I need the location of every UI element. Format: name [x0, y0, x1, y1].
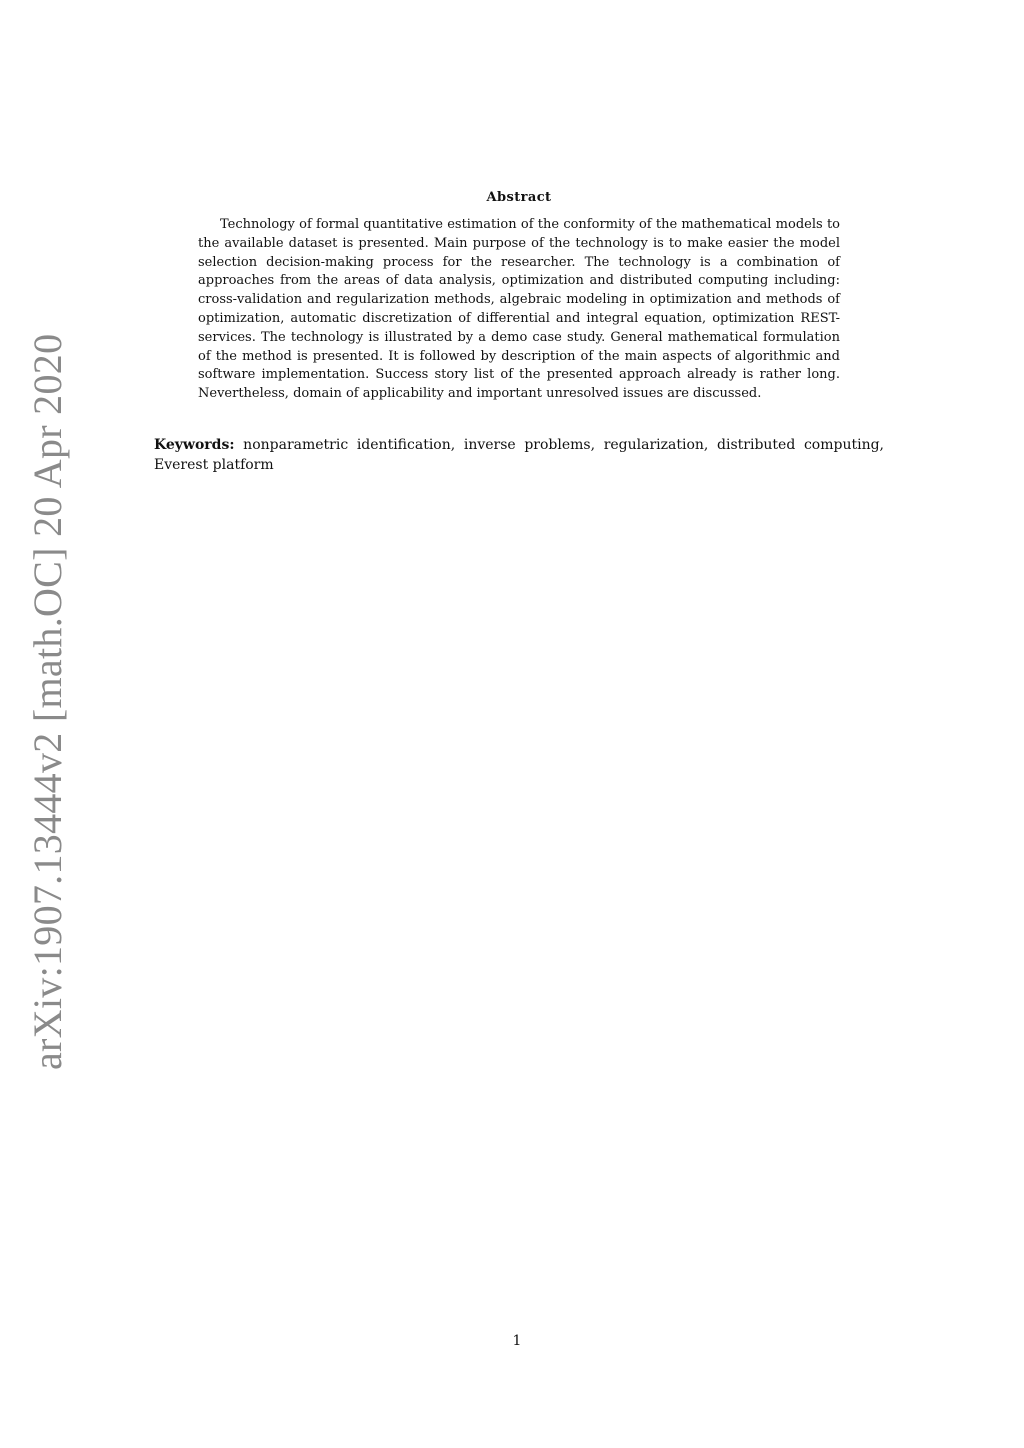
- arxiv-identifier-stamp: arXiv:1907.13444v2 [math.OC] 20 Apr 2020: [25, 333, 70, 1070]
- abstract-section: [198, 188, 840, 404]
- keywords-label: Keywords:: [154, 437, 235, 453]
- page-number: 1: [512, 1333, 522, 1349]
- abstract-text: Technology of formal quantitative estimation of the conformity of the mathematical models to the available dataset is presented. Main purpose of the technology is to make easier the model selection decision-making process for the researcher. The technology is a combination of approaches from the areas of data analysis, optimization and distributed computing including: cross-validation and regularization methods, algebraic modeling in optimization and methods of optimization, automatic discretization of differential and integral equation, optimization REST-services. The technology is illustrated by a demo case study. General mathematical formulation of the method is presented. It is followed by description of the main aspects of algorithmic and software implementation. Success story list of the presented approach already is rather long. Nevertheless, domain of applicability and important unresolved issues are discussed.: [198, 217, 840, 402]
- keywords-text: nonparametric identification, inverse problems, regularization, distributed computing, Everest platform: [154, 437, 884, 473]
- keywords-section: [154, 436, 884, 475]
- abstract-title: Abstract: [486, 190, 552, 205]
